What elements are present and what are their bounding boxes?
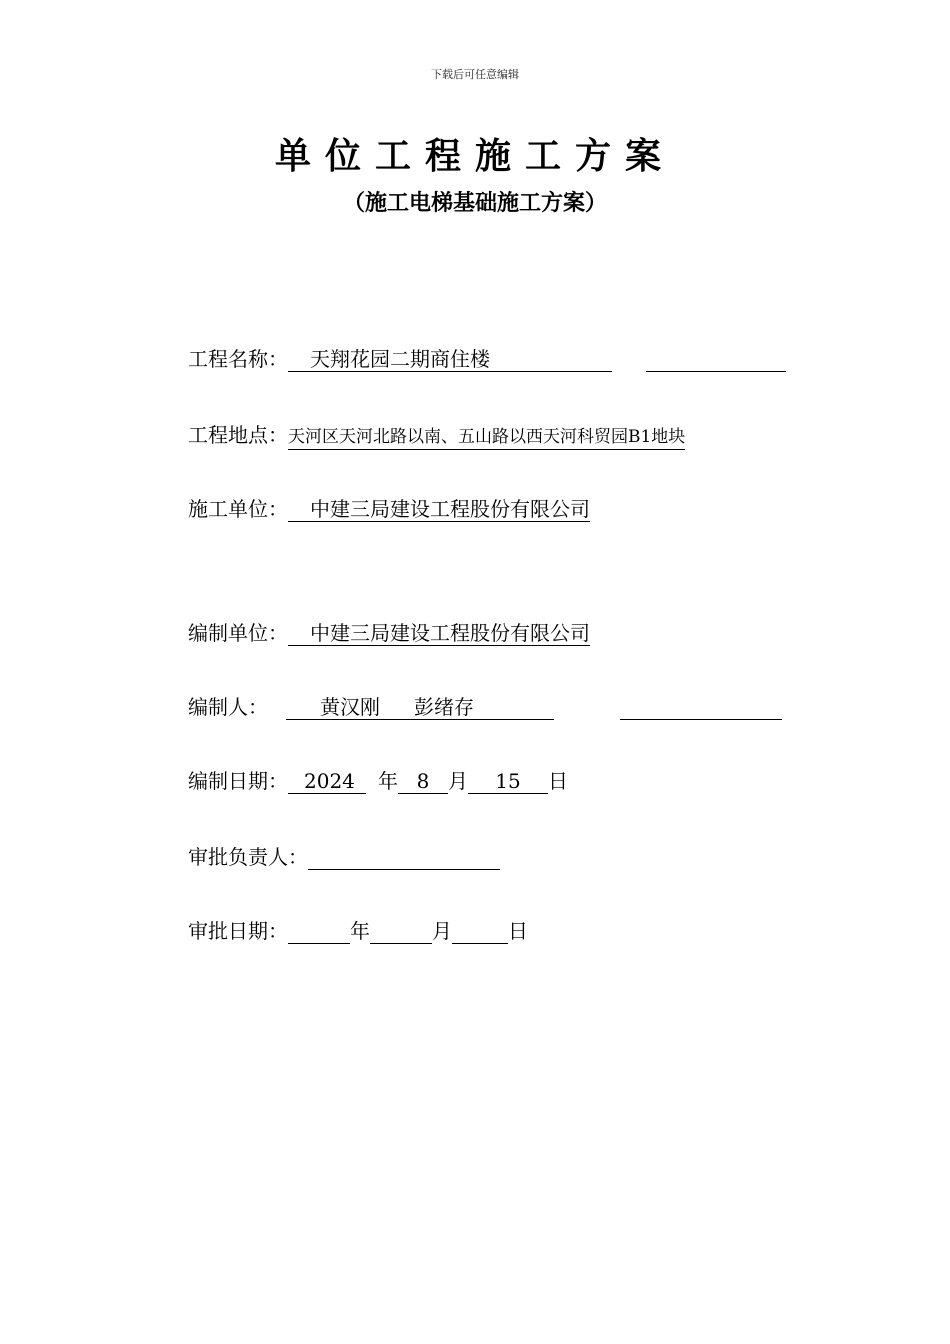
compiling-unit-label: 编制单位： (188, 621, 288, 645)
approver-label: 审批负责人： (188, 845, 308, 869)
approve-date-field (188, 918, 528, 944)
construction-unit-field (188, 496, 590, 522)
project-name-value: 天翔花园二期商住楼 (288, 347, 612, 372)
approver-field (188, 844, 500, 870)
approve-date-year-line (288, 919, 350, 944)
project-name-extra-line (646, 347, 786, 372)
project-name-label: 工程名称： (188, 347, 288, 371)
compile-date-day: 15 (468, 769, 548, 794)
approve-date-label: 审批日期： (188, 919, 288, 943)
compiler-name-2: 彭绪存 (414, 695, 474, 719)
compiler-extra-line (620, 695, 782, 720)
compile-date-month: 8 (398, 769, 448, 794)
document-subtitle: （施工电梯基础施工方案） (342, 191, 607, 216)
compiling-unit-value: 中建三局建设工程股份有限公司 (288, 621, 590, 646)
approver-line (308, 845, 500, 870)
compiler-names (286, 695, 554, 720)
compiler-name-1: 黄汉刚 (320, 695, 380, 719)
construction-unit-value: 中建三局建设工程股份有限公司 (288, 497, 590, 522)
project-location-field (188, 422, 685, 450)
project-location-label: 工程地点： (188, 423, 288, 447)
approve-date-day-line (452, 919, 508, 944)
compile-date-day-unit: 日 (548, 769, 568, 793)
header-note: 下载后可任意编辑 (431, 68, 519, 81)
compile-date-year: 2024 (288, 769, 366, 794)
compiling-unit-field (188, 620, 590, 646)
compile-date-year-unit: 年 (378, 769, 398, 793)
approve-date-month-unit: 月 (432, 919, 452, 943)
project-name-field (188, 346, 786, 372)
compile-date-month-unit: 月 (448, 769, 468, 793)
approve-date-year-unit: 年 (350, 919, 370, 943)
approve-date-day-unit: 日 (508, 919, 528, 943)
document-title: 单位工程施工方案 (274, 136, 675, 177)
compiler-field (188, 694, 782, 720)
compile-date-label: 编制日期： (188, 769, 288, 793)
construction-unit-label: 施工单位： (188, 497, 288, 521)
approve-date-month-line (370, 919, 432, 944)
compile-date-field (188, 768, 568, 794)
compiler-label: 编制人： (188, 695, 268, 719)
project-location-value: 天河区天河北路以南、五山路以西天河科贸园B1地块 (288, 425, 685, 450)
